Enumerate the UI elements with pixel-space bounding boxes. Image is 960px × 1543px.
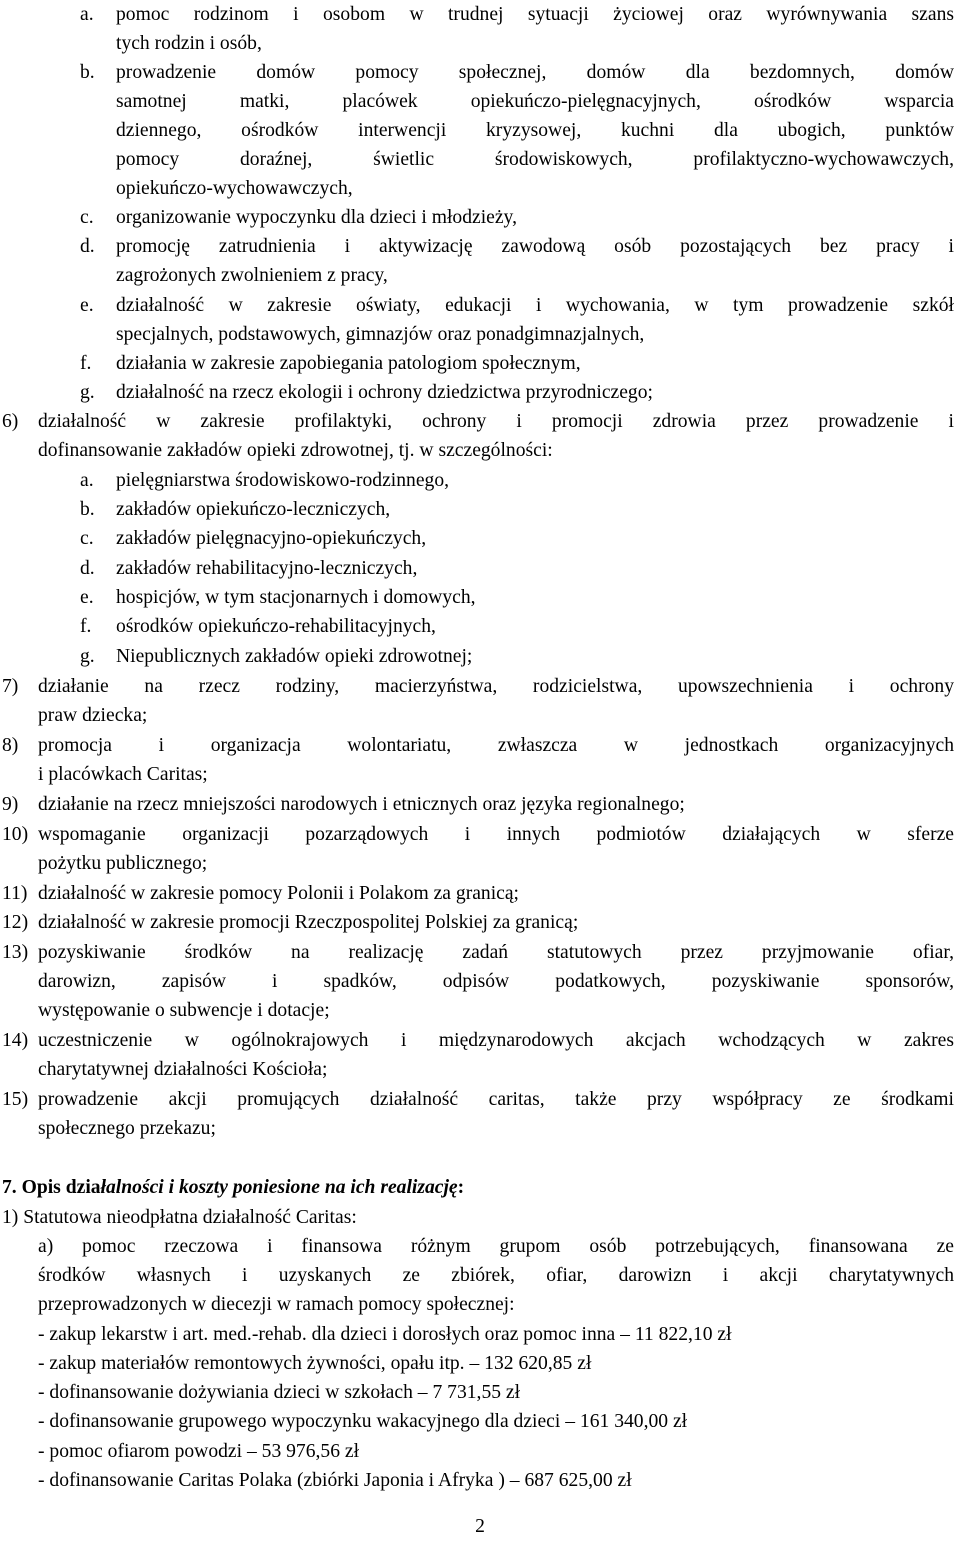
item-text: działalność na rzecz ekologii i ochrony dziedzictwa przyrodniczego;: [116, 382, 653, 403]
item-marker: a.: [80, 470, 94, 491]
item-text: dziennego, ośrodków interwencji kryzysowej, kuchni dla ubogich, punktów: [116, 120, 954, 141]
item-text: działanie na rzecz mniejszości narodowych i etnicznych oraz języka regionalnego;: [38, 794, 685, 815]
item-text: prowadzenie domów pomocy społecznej, domów dla bezdomnych, domów: [116, 62, 954, 83]
item-text: występowanie o subwencje i dotacje;: [38, 1000, 330, 1021]
cost-text: - dofinansowanie Caritas Polaka (zbiórki Japonia i Afryka ) – 687 625,00 zł: [38, 1470, 632, 1491]
item-marker: g.: [80, 382, 95, 403]
item-marker: g.: [80, 646, 95, 667]
item-marker: e.: [80, 587, 94, 608]
item-marker: e.: [80, 295, 94, 316]
section-heading-part: łalności i koszty poniesione na ich realizację: [100, 1177, 458, 1198]
item-text: działalność w zakresie oświaty, edukacji i wychowania, w tym prowadzenie szkół: [116, 295, 954, 316]
item-marker: b.: [80, 62, 95, 83]
section-heading-part: :: [457, 1177, 465, 1198]
item-marker: f.: [80, 353, 92, 374]
item-marker: 12): [2, 912, 29, 933]
item-text: pomocy doraźnej, świetlic środowiskowych, profilaktyczno-wychowawczych,: [116, 149, 954, 170]
item-text: promocję zatrudnienia i aktywizację zawodową osób pozostających bez pracy i: [116, 236, 954, 257]
item-marker: a.: [80, 4, 94, 25]
item-marker: b.: [80, 499, 95, 520]
item-marker: 15): [2, 1089, 29, 1110]
item-marker: 6): [2, 411, 19, 432]
item-text: Niepublicznych zakładów opieki zdrowotnej;: [116, 646, 473, 667]
item-marker: 9): [2, 794, 19, 815]
section-number: 7. Opis: [2, 1177, 61, 1198]
item-marker: d.: [80, 236, 95, 257]
cost-text: - pomoc ofiarom powodzi – 53 976,56 zł: [38, 1441, 360, 1462]
item-text: ośrodków opiekuńczo-rehabilitacyjnych,: [116, 616, 436, 637]
item-text: pożytku publicznego;: [38, 853, 208, 874]
cost-text: - dofinansowanie grupowego wypoczynku wakacyjnego dla dzieci – 161 340,00 zł: [38, 1411, 688, 1432]
item-text: wspomaganie organizacji pozarządowych i innych podmiotów działających w sferze: [38, 824, 954, 845]
cost-text: - zakup lekarstw i art. med.-rehab. dla dzieci i dorosłych oraz pomoc inna – 11 822,10 zł: [38, 1324, 732, 1345]
item-text: działanie na rzecz rodziny, macierzyństwa, rodzicielstwa, upowszechnienia i ochrony: [38, 676, 954, 697]
section-heading-part: dzia: [65, 1177, 101, 1198]
paragraph-text: środków własnych i uzyskanych ze zbiórek, ofiar, darowizn i akcji charytatywnych: [38, 1265, 954, 1286]
item-text: działalność w zakresie pomocy Polonii i Polakom za granicą;: [38, 883, 519, 904]
item-marker: c.: [80, 207, 94, 228]
item-text: zakładów pielęgnacyjno-opiekuńczych,: [116, 528, 427, 549]
item-text: i placówkach Caritas;: [38, 764, 208, 785]
item-text: zakładów opiekuńczo-leczniczych,: [116, 499, 391, 520]
subsection-title: 1) Statutowa nieodpłatna działalność Caritas:: [2, 1207, 357, 1228]
item-text: społecznego przekazu;: [38, 1118, 216, 1139]
item-text: hospicjów, w tym stacjonarnych i domowych,: [116, 587, 476, 608]
item-marker: 13): [2, 942, 29, 963]
item-marker: d.: [80, 558, 95, 579]
item-text: samotnej matki, placówek opiekuńczo-pielęgnacyjnych, ośrodków wsparcia: [116, 91, 954, 112]
item-text: zakładów rehabilitacyjno-leczniczych,: [116, 558, 418, 579]
item-text: pozyskiwanie środków na realizację zadań statutowych przez przyjmowanie ofiar,: [38, 942, 954, 963]
item-marker: 8): [2, 735, 19, 756]
item-text: działalność w zakresie promocji Rzeczpospolitej Polskiej za granicą;: [38, 912, 579, 933]
item-text: promocja i organizacja wolontariatu, zwłaszcza w jednostkach organizacyjnych: [38, 735, 954, 756]
item-marker: f.: [80, 616, 92, 637]
page-number: 2: [475, 1516, 485, 1537]
item-text: opiekuńczo-wychowawczych,: [116, 178, 353, 199]
item-text: prowadzenie akcji promujących działalność caritas, także przy współpracy ze środkami: [38, 1089, 954, 1110]
item-marker: 7): [2, 676, 19, 697]
item-marker: 11): [2, 883, 28, 904]
item-text: pomoc rodzinom i osobom w trudnej sytuacji życiowej oraz wyrównywania szans: [116, 4, 954, 25]
paragraph-text: przeprowadzonych w diecezji w ramach pomocy społecznej:: [38, 1294, 515, 1315]
item-text: dofinansowanie zakładów opieki zdrowotnej, tj. w szczególności:: [38, 440, 553, 461]
paragraph-text: a) pomoc rzeczowa i finansowa różnym grupom osób potrzebujących, finansowana ze: [38, 1236, 954, 1257]
item-text: działania w zakresie zapobiegania patologiom społecznym,: [116, 353, 581, 374]
cost-text: - zakup materiałów remontowych żywności, opału itp. – 132 620,85 zł: [38, 1353, 592, 1374]
item-text: pielęgniarstwa środowiskowo-rodzinnego,: [116, 470, 450, 491]
item-text: tych rodzin i osób,: [116, 33, 262, 54]
item-text: działalność w zakresie profilaktyki, ochrony i promocji zdrowia przez prowadzenie i: [38, 411, 954, 432]
item-text: praw dziecka;: [38, 705, 148, 726]
item-text: charytatywnej działalności Kościoła;: [38, 1059, 328, 1080]
cost-text: - dofinansowanie dożywiania dzieci w szkołach – 7 731,55 zł: [38, 1382, 521, 1403]
item-text: organizowanie wypoczynku dla dzieci i młodzieży,: [116, 207, 517, 228]
item-marker: 10): [2, 824, 29, 845]
item-marker: c.: [80, 528, 94, 549]
item-marker: 14): [2, 1030, 29, 1051]
item-text: uczestniczenie w ogólnokrajowych i międzynarodowych akcjach wchodzących w zakres: [38, 1030, 954, 1051]
item-text: zagrożonych zwolnieniem z pracy,: [116, 265, 388, 286]
item-text: specjalnych, podstawowych, gimnazjów oraz ponadgimnazjalnych,: [116, 324, 645, 345]
item-text: darowizn, zapisów i spadków, odpisów podatkowych, pozyskiwanie sponsorów,: [38, 971, 954, 992]
